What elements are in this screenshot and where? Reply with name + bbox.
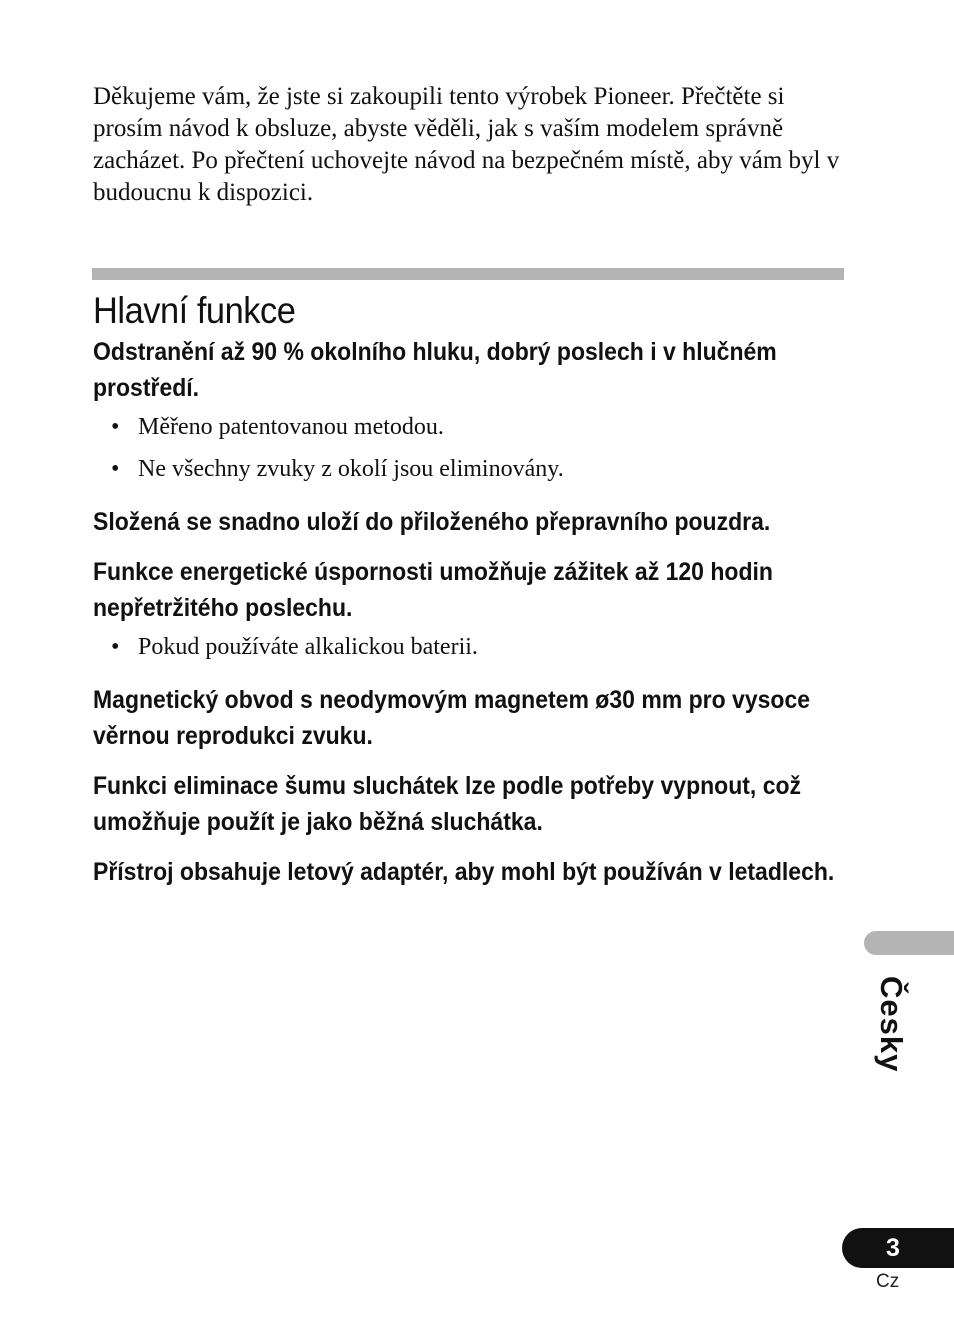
language-tab-label (871, 976, 911, 1076)
page-language-code: Cz (876, 1271, 900, 1292)
intro-paragraph: Děkujeme vám, že jste si zakoupili tento výrobek Pioneer. Přečtěte si prosím návod k obsluze, abyste věděli, jak s vaším modelem správně zacházet. Po přečtení uchovejte návod na bezpečném místě, aby vám byl v budoucnu k dispozici. (93, 83, 840, 206)
feature-heading: Přístroj obsahuje letový adaptér, aby mohl být používán v letadlech. (93, 858, 835, 886)
feature-bullets (93, 406, 883, 490)
feature-item (93, 504, 883, 540)
section-title: Hlavní funkce (93, 290, 296, 331)
language-tab-marker (864, 931, 954, 955)
feature-list (93, 334, 883, 904)
bullet-text: Měřeno patentovanou metodou. (138, 414, 444, 440)
feature-heading: Funkce energetické úspornosti umožňuje zážitek až 120 hodin nepřetržitého poslechu. (93, 558, 773, 622)
feature-item (93, 334, 883, 490)
bullet-item (111, 448, 883, 490)
feature-item (93, 854, 883, 890)
bullet-item (111, 626, 883, 668)
feature-heading: Odstranění až 90 % okolního hluku, dobrý poslech i v hlučném prostředí. (93, 338, 777, 402)
section-divider-bar (92, 268, 844, 280)
bullet-symbol: • (111, 414, 120, 440)
bullet-text: Ne všechny zvuky z okolí jsou eliminovány. (138, 456, 564, 482)
feature-item (93, 682, 883, 754)
bullet-symbol: • (111, 456, 120, 482)
feature-heading: Funkci eliminace šumu sluchátek lze podle potřeby vypnout, což umožňuje použít je jako běžná sluchátka. (93, 772, 802, 836)
feature-heading: Magnetický obvod s neodymovým magnetem ø30 mm pro vysoce věrnou reprodukci zvuku. (93, 686, 811, 750)
feature-item (93, 768, 883, 840)
bullet-text: Pokud používáte alkalickou baterii. (138, 634, 478, 660)
bullet-item (111, 406, 883, 448)
feature-heading: Složená se snadno uloží do přiloženého přepravního pouzdra. (93, 508, 771, 536)
bullet-symbol: • (111, 634, 120, 660)
page-number: 3 (886, 1234, 900, 1262)
language-tab-text: Česky (874, 976, 909, 1073)
feature-bullets (93, 626, 883, 668)
feature-item (93, 554, 883, 668)
